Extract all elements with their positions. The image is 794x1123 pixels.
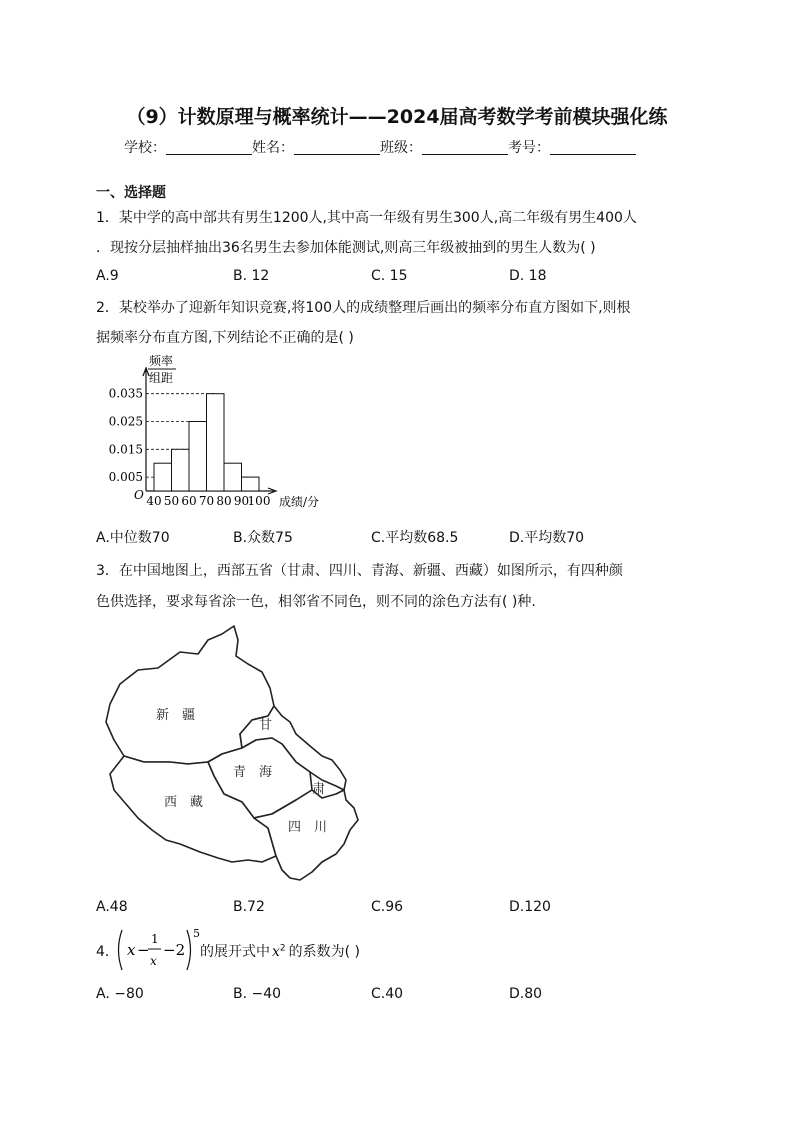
x-tick-label: 60 [181, 494, 197, 508]
q2-option-b[interactable]: B.众数75 [233, 530, 293, 546]
map-label-su: 肃 [312, 782, 326, 797]
q2-line2: 据频率分布直方图,下列结论不正确的是( ) [96, 330, 354, 346]
q2-option-c[interactable]: C.平均数68.5 [371, 530, 459, 546]
x-tick-label: 80 [216, 494, 232, 508]
q3-option-b[interactable]: B.72 [233, 899, 265, 915]
map-label-gan: 甘 [259, 718, 273, 733]
q1-option-c[interactable]: C. 15 [371, 268, 408, 284]
q4-option-d[interactable]: D.80 [509, 986, 543, 1002]
frac-denominator: x [150, 954, 157, 968]
x-tick-label: 100 [247, 494, 271, 508]
histogram-bar [242, 477, 260, 491]
y-label-bottom: 组距 [149, 371, 174, 385]
q2-option-a[interactable]: A.中位数70 [96, 530, 170, 546]
q4-text [200, 941, 360, 961]
q4-text1: 的展开式中 [200, 944, 270, 960]
map-label-sichuan: 四 川 [288, 820, 328, 835]
map-label-xizang: 西 藏 [164, 795, 204, 810]
q4-expression [114, 926, 204, 974]
q4-term-base: x [272, 944, 280, 960]
name-label: 姓名： [252, 140, 294, 156]
origin-label: O [134, 488, 144, 502]
q4-option-b[interactable]: B. −40 [233, 986, 282, 1002]
frequency-histogram [96, 352, 356, 517]
q3-option-c[interactable]: C.96 [371, 899, 404, 915]
histogram-bar [189, 422, 207, 492]
x-axis-label: 成绩/分 [279, 495, 320, 509]
q4-option-a[interactable]: A. −80 [96, 986, 144, 1002]
q3-option-d[interactable]: D.120 [509, 899, 551, 915]
q1-line2: ．现按分层抽样抽出36名男生去参加体能测试,则高三年级被抽到的男生人数为( ) [96, 240, 596, 256]
q4-text2: 的系数为( ) [288, 944, 361, 960]
x-tick-label: 90 [233, 494, 250, 508]
q1-option-d[interactable]: D. 18 [509, 268, 547, 284]
histogram-bar [207, 394, 225, 491]
y-tick-label: 0.035 [108, 386, 143, 401]
q4-term-exp: 2 [279, 943, 286, 954]
number-blank[interactable] [550, 140, 636, 155]
name-blank[interactable] [294, 140, 380, 155]
student-info-line [124, 137, 636, 157]
map-label-xinjiang: 新 疆 [156, 708, 196, 723]
school-blank[interactable] [166, 140, 252, 155]
west-china-provinces-map [100, 622, 362, 884]
page-title: （9）计数原理与概率统计——2024届高考数学考前模块强化练 [126, 106, 668, 128]
left-paren [119, 930, 123, 970]
y-label-top: 频率 [149, 354, 174, 368]
histogram-bar [154, 463, 172, 491]
frac-numerator: 1 [151, 932, 159, 946]
school-label: 学校： [124, 140, 166, 156]
expr-x: x [127, 941, 136, 959]
number-label: 考号： [508, 140, 550, 156]
x-tick-label: 40 [146, 494, 162, 508]
q4-number: 4． [96, 944, 119, 960]
map-label-qinghai: 青 海 [233, 765, 273, 780]
q1-line1: 1．某中学的高中部共有男生1200人,其中高一年级有男生300人,高二年级有男生400人 [96, 210, 637, 226]
y-tick-label: 0.005 [108, 470, 143, 485]
q1-option-a[interactable]: A.9 [96, 268, 119, 284]
y-tick-label: 0.015 [108, 442, 143, 457]
histogram-bar [172, 449, 190, 491]
y-tick-label: 0.025 [108, 414, 143, 429]
expr-minus-two: −2 [163, 941, 186, 959]
q3-option-a[interactable]: A.48 [96, 899, 128, 915]
x-tick-label: 50 [163, 494, 180, 508]
x-tick-label: 70 [198, 494, 215, 508]
expr-minus: − [137, 941, 150, 959]
class-blank[interactable] [422, 140, 508, 155]
expr-exponent: 5 [193, 927, 200, 940]
q3-line1: 3．在中国地图上，西部五省（甘肃、四川、青海、新疆、西藏）如图所示，有四种颜 [96, 563, 623, 579]
class-label: 班级： [380, 140, 422, 156]
q2-line1: 2．某校举办了迎新年知识竞赛,将100人的成绩整理后画出的频率分布直方图如下,则根 [96, 300, 631, 316]
q4-option-c[interactable]: C.40 [371, 986, 404, 1002]
section-heading: 一、选择题 [96, 185, 166, 201]
histogram-bar [224, 463, 242, 491]
q2-option-d[interactable]: D.平均数70 [509, 530, 585, 546]
right-paren [187, 930, 191, 970]
q3-line2: 色供选择，要求每省涂一色，相邻省不同色，则不同的涂色方法有( )种. [96, 594, 536, 610]
q1-option-b[interactable]: B. 12 [233, 268, 270, 284]
